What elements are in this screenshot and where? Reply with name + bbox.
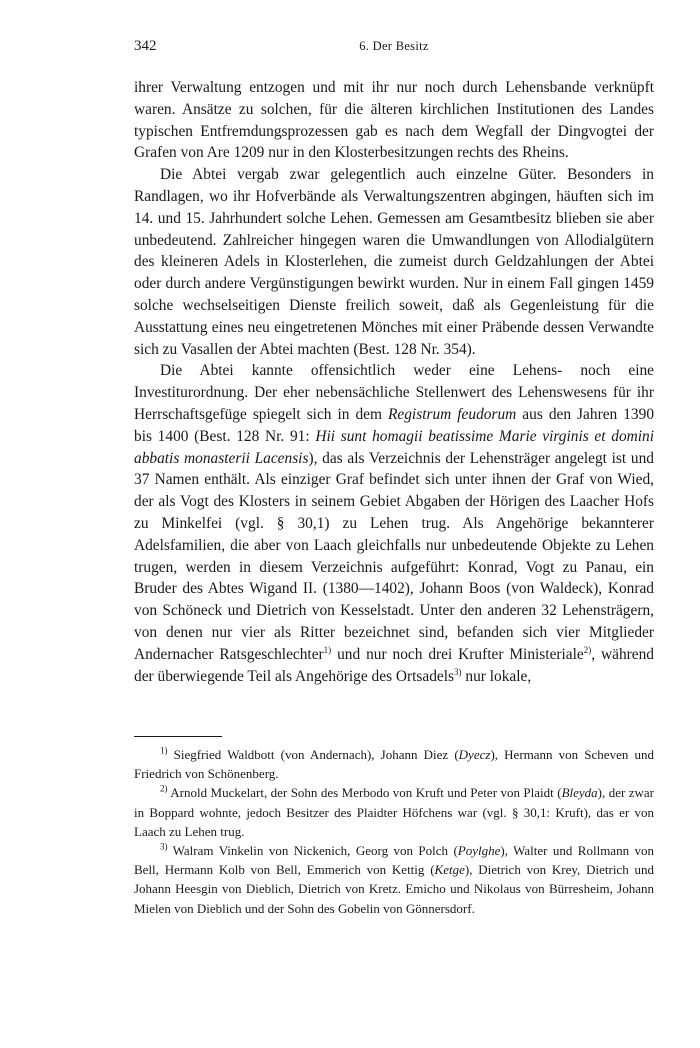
paragraph-3-text-f: nur lokale, xyxy=(461,667,532,685)
main-text xyxy=(134,77,654,687)
footnote-1-italic: Dyecz xyxy=(458,747,491,762)
page-number: 342 xyxy=(134,38,157,54)
paragraph-2: Die Abtei vergab zwar gelegentlich auch einzelne Güter. Besonders in Randlagen, wo ihr Hofverbände als Verwaltungszentren abgingen, häuften sich im 14. und 15. Jahrhundert solche Lehen. Gemessen am Gesamtbesitz blieben sie aber unbedeutend. Zahlreicher hingegen waren die Umwandlungen von Allodialgütern des kleineren Adels in Klosterlehen, die zumeist durch Geldzahlungen der Abtei oder durch andere Vergünstigungen bewirkt wurden. Nur in einem Fall gingen 1459 solche wechselseitigen Dienste freilich soweit, daß als Gegenleistung für die Ausstattung eines neu eingetretenen Mönches mit einer Präbende dessen Verwandte sich zu Vasallen der Abtei machten (Best. 128 Nr. 354). xyxy=(134,166,654,358)
footnote-ref-1[interactable]: 1) xyxy=(323,644,332,655)
footnote-3-text-a: Walram Vinkelin von Nickenich, Georg von Polch ( xyxy=(167,843,458,859)
registrum-feudorum-title: Registrum feudorum xyxy=(388,405,517,423)
running-head: 6. Der Besitz xyxy=(359,39,429,53)
paragraph-3-text-b: aus den Jahren 1390 bis 1400 (Best. 128 Nr. 91: xyxy=(134,405,655,445)
footnote-2-text-b: ), der zwar in Boppard wohnte, jedoch Besitzer des Plaidter Höfchens war (vgl. § 30,1: Kruft), das er von Laach zu Lehen trug. xyxy=(134,785,655,839)
footnote-3 xyxy=(134,841,654,918)
latin-quotation: Hii sunt homagii beatissime Marie virginis et domini abbatis monasterii Lacensis xyxy=(134,427,655,467)
footnotes xyxy=(134,745,654,918)
footnote-1-mark: 1) xyxy=(160,745,168,756)
footnote-3-italic-1: Poylghe xyxy=(457,843,501,859)
footnote-ref-2[interactable]: 2) xyxy=(583,644,592,655)
paragraph-3 xyxy=(134,360,654,687)
footnote-1 xyxy=(134,745,654,783)
footnote-2-italic: Bleyda xyxy=(561,785,598,801)
paragraph-3-text-e: , während der überwiegende Teil als Angehörige des Ortsadels xyxy=(134,645,654,685)
footnote-ref-3[interactable]: 3) xyxy=(454,666,462,677)
footnote-3-text-b: ), Walter und Rollmann von Bell, Hermann Kolb von Bell, Emmerich von Kettig ( xyxy=(134,843,654,878)
footnote-3-italic-2: Ketge xyxy=(434,862,465,878)
paragraph-3-text-a: Die Abtei kannte offensichtlich weder eine Lehens- noch eine Investiturordnung. Der eher nebensächliche Stellenwert des Lehenswesens für ihr Herrschaftsgefüge spiegelt sich in dem xyxy=(134,362,654,423)
footnote-3-mark: 3) xyxy=(160,841,168,852)
paragraph-1: ihrer Verwaltung entzogen und mit ihr nur noch durch Lehensbande verknüpft waren. Ansätze zu solchen, für die älteren kirchlichen Institutionen des Landes typischen Entfremdungsprozessen gab es nach dem Wegfall der Dingvogtei der Grafen von Are 1209 nur in den Klosterbesitzungen rechts des Rheins. xyxy=(134,79,654,162)
paragraph-3-text-d: und nur noch drei Krufter Ministeriale xyxy=(331,645,584,663)
page-header xyxy=(134,38,654,58)
footnote-1-text-a: Siegfried Waldbott (von Andernach), Johann Diez ( xyxy=(167,747,459,762)
paragraph-3-text-c: ), das als Verzeichnis der Lehensträger angelegt ist und 37 Namen enthält. Als einziger Graf befindet sich unter ihnen der Graf von Wied, der als Vogt des Klosters in seinem Gebiet Abgaben der Hörigen des Laacher Hofs zu Minkelfei (vgl. § 30,1) zu Lehen trug. Als Angehörige bekannterer Adelsfamilien, die aber von Laach gleichfalls nur unbedeutende Objekte zu Lehen trugen, werden in diesem Verzeichnis aufgeführt: Konrad, Vogt zu Panau, ein Bruder des Abtes Wigand II. (1380—1402), Johann Boos (von Waldeck), Konrad von Schöneck und Dietrich von Kesselstadt. Unter den anderen 32 Lehensträgern, von denen nur vier als Ritter bezeichnet sind, befanden sich vier Mitglieder Andernacher Ratsgeschlechter xyxy=(134,449,654,663)
footnote-2-mark: 2) xyxy=(160,784,168,795)
footnote-2-text-a: Arnold Muckelart, der Sohn des Merbodo von Kruft und Peter von Plaidt ( xyxy=(167,785,562,801)
footnote-divider xyxy=(134,736,222,737)
footnote-3-text-c: ), Dietrich von Krey, Dietrich und Johann Heesgin von Dieblich, Dietrich von Kretz. Emicho und Nikolaus von Bürresheim, Johann Mielen von Dieblich und der Sohn des Gobelin von Gönnersdorf. xyxy=(134,862,654,916)
footnote-2 xyxy=(134,783,654,841)
footnote-1-text-b: ), Hermann von Scheven und Friedrich von Schönenberg. xyxy=(134,747,654,782)
